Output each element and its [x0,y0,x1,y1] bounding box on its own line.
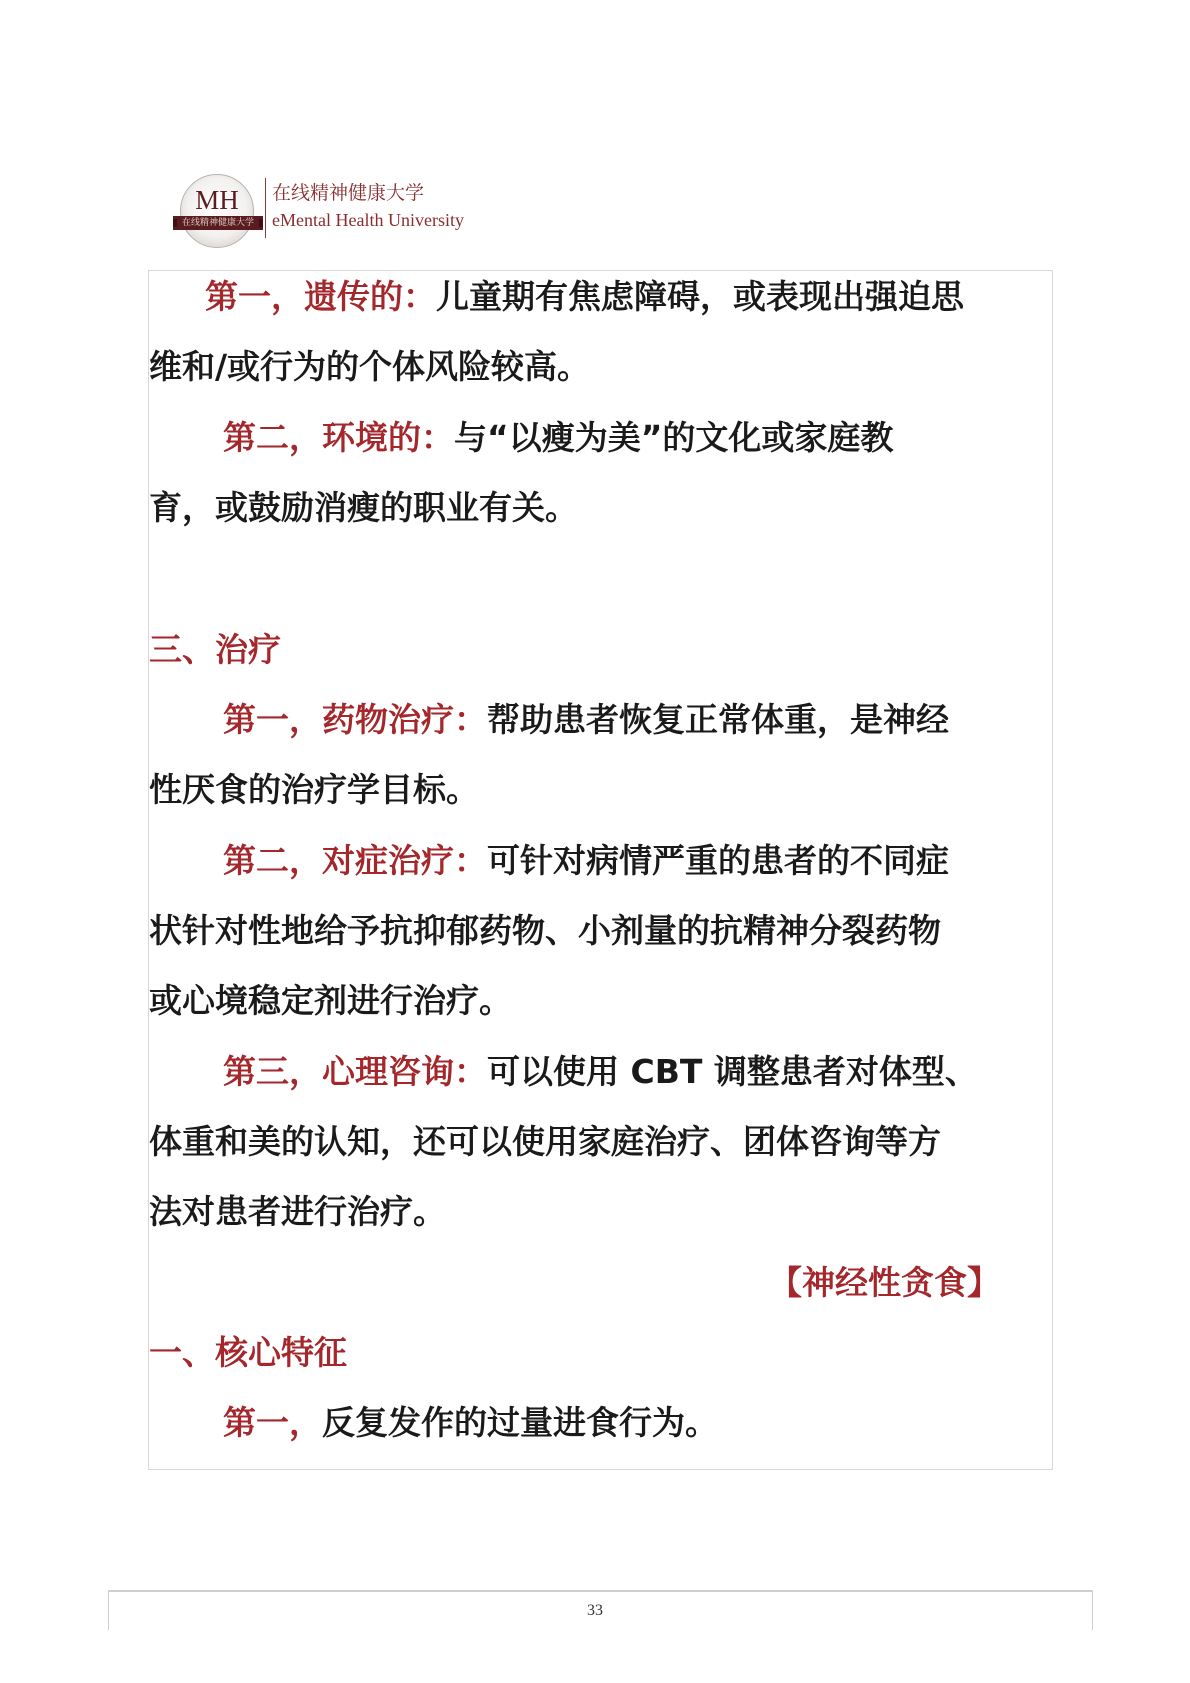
page-number: 33 [587,1602,603,1619]
logo-divider [265,178,266,238]
cause-environment-label: 第二，环境的： [223,418,454,457]
org-name-en: eMental Health University [272,210,464,230]
core-feature-label: 第一， [223,1403,322,1442]
treatment-symptomatic-line3: 或心境稳定剂进行治疗。 [149,981,512,1020]
logo-seal-letters: MH [195,185,239,215]
treatment-symptomatic-label: 第二，对症治疗： [223,841,487,880]
section-heading-core-features: 一、核心特征 [149,1333,347,1372]
cause-environment-line1 [223,416,893,460]
university-logo [172,174,502,250]
treatment-counseling-text: 可以使用 CBT 调整患者对体型、 [487,1052,978,1091]
treatment-counseling-line2: 体重和美的认知，还可以使用家庭治疗、团体咨询等方 [149,1122,941,1161]
treatment-drug-text: 帮助患者恢复正常体重，是神经 [487,700,949,739]
treatment-counseling-label: 第三，心理咨询： [223,1052,487,1091]
footer-rule [108,1590,1093,1592]
treatment-drug-line1 [223,698,949,742]
treatment-drug-line2: 性厌食的治疗学目标。 [149,770,479,809]
content-box [148,270,1053,1470]
treatment-counseling-line1 [223,1050,978,1094]
core-feature-text: 反复发作的过量进食行为。 [322,1403,718,1442]
org-name-cn: 在线精神健康大学 [272,182,425,204]
cause-genetic-line2: 维和/或行为的个体风险较高。 [149,347,591,386]
cause-genetic-label: 第一，遗传的： [205,277,436,316]
treatment-drug-label: 第一，药物治疗： [223,700,487,739]
treatment-counseling-line3: 法对患者进行治疗。 [149,1192,446,1231]
section-heading-treatment: 三、治疗 [149,630,281,669]
cause-environment-text: 与“以瘦为美”的文化或家庭教 [454,418,894,457]
topic-tag-bulimia: 【神经性贪食】 [769,1263,1000,1302]
logo-seal-ribbon: 在线精神健康大学 [173,216,263,230]
treatment-symptomatic-line1 [223,839,949,883]
cause-genetic-line1 [205,275,964,319]
cause-environment-line2: 育，或鼓励消瘦的职业有关。 [149,488,578,527]
cause-genetic-text: 儿童期有焦虑障碍，或表现出强迫思 [436,277,964,316]
core-feature-line1 [223,1401,718,1445]
logo-seal [180,174,254,248]
treatment-symptomatic-line2: 状针对性地给予抗抑郁药物、小剂量的抗精神分裂药物 [149,911,941,950]
treatment-symptomatic-text: 可针对病情严重的患者的不同症 [487,841,949,880]
